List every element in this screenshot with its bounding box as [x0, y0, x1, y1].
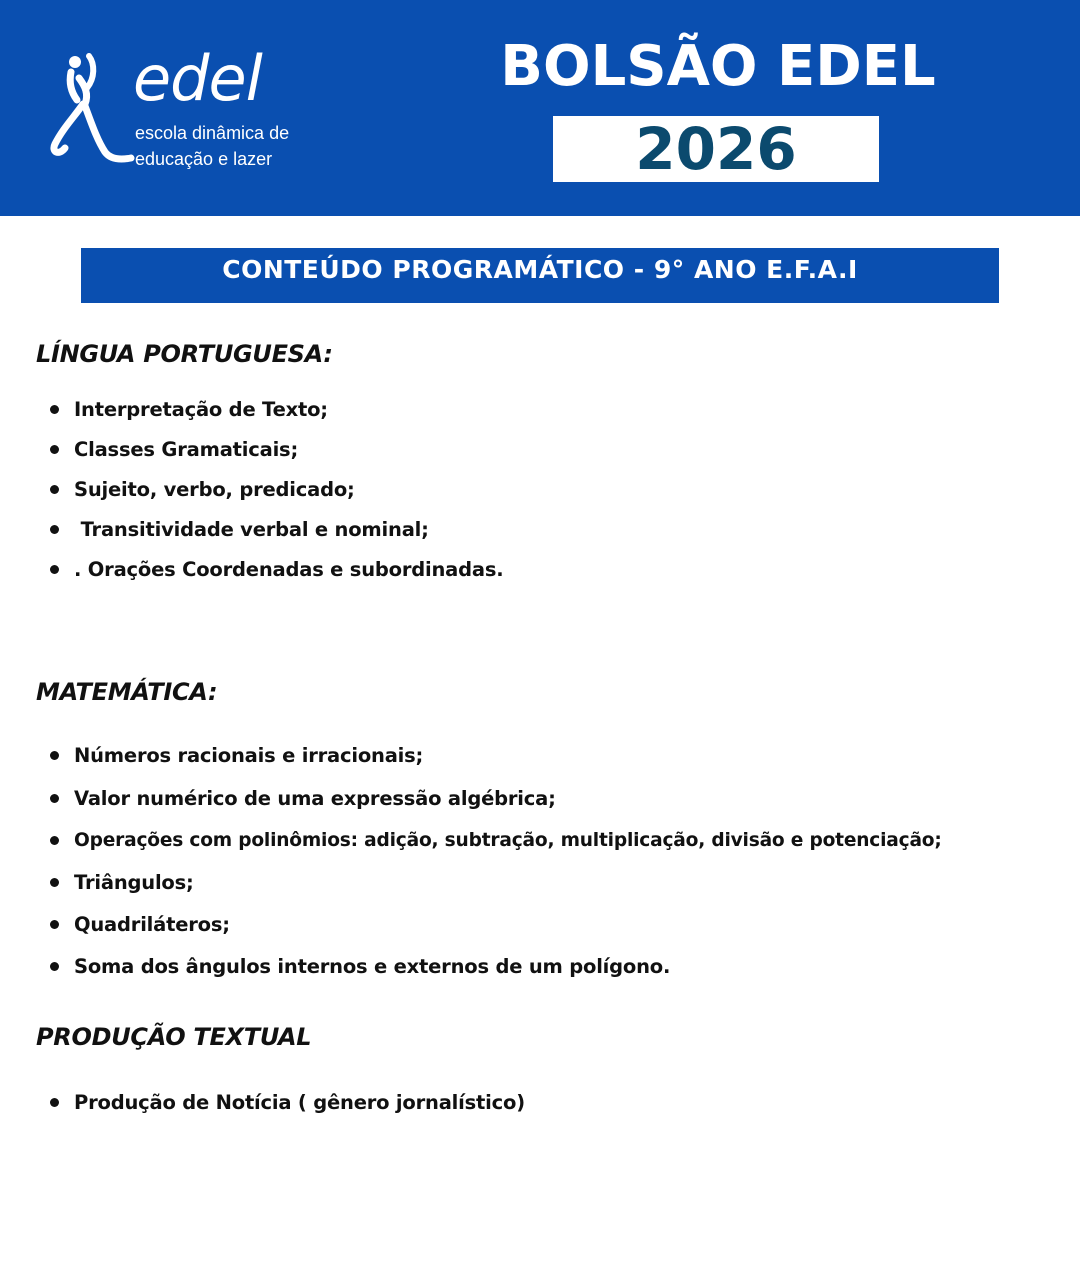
logo-wordmark: edel	[133, 42, 262, 115]
logo-tagline-line1: escola dinâmica de	[135, 123, 290, 143]
bullet-icon	[50, 836, 59, 845]
bullet-icon	[50, 920, 59, 929]
list-item-text: Classes Gramaticais;	[74, 438, 299, 461]
bullet-icon	[50, 962, 59, 971]
list-item-text: . Orações Coordenadas e subordinadas.	[74, 558, 504, 581]
year-text: 2026	[635, 115, 797, 183]
bullet-icon	[50, 751, 59, 760]
list-item-text: Triângulos;	[74, 871, 194, 894]
year-badge	[553, 116, 879, 182]
section-title-producao-textual: PRODUÇÃO TEXTUAL	[36, 1023, 312, 1051]
page-title: BOLSÃO EDEL	[500, 34, 936, 99]
list-item-text: Soma dos ângulos internos e externos de um polígono.	[74, 955, 671, 978]
list-item-text: Produção de Notícia ( gênero jornalístico)	[74, 1091, 525, 1114]
logo-tagline-line2: educação e lazer	[135, 149, 273, 169]
list-item-text: Quadriláteros;	[74, 913, 230, 936]
list-item-text: Sujeito, verbo, predicado;	[74, 478, 355, 501]
bullet-icon	[50, 525, 59, 534]
section-title-portugues: LÍNGUA PORTUGUESA:	[36, 340, 333, 368]
dancer-figure-icon	[45, 48, 135, 168]
bullet-icon	[50, 794, 59, 803]
bullet-icon	[50, 405, 59, 414]
list-item-text: Operações com polinômios: adição, subtração, multiplicação, divisão e potenciação;	[74, 830, 942, 851]
bullet-icon	[50, 1098, 59, 1107]
banner-text: CONTEÚDO PROGRAMÁTICO - 9° ANO E.F.A.I	[222, 255, 858, 284]
edel-logo	[45, 42, 315, 178]
section-title-matematica: MATEMÁTICA:	[36, 678, 218, 706]
list-item-text: Números racionais e irracionais;	[74, 744, 424, 767]
bullet-icon	[50, 485, 59, 494]
list-item-text: Valor numérico de uma expressão algébrica;	[74, 787, 556, 810]
list-item-text: Transitividade verbal e nominal;	[74, 518, 429, 541]
list-item-text: Interpretação de Texto;	[74, 398, 328, 421]
bullet-icon	[50, 565, 59, 574]
header-band	[0, 0, 1080, 216]
section-banner	[81, 248, 999, 303]
bullet-icon	[50, 878, 59, 887]
bullet-icon	[50, 445, 59, 454]
